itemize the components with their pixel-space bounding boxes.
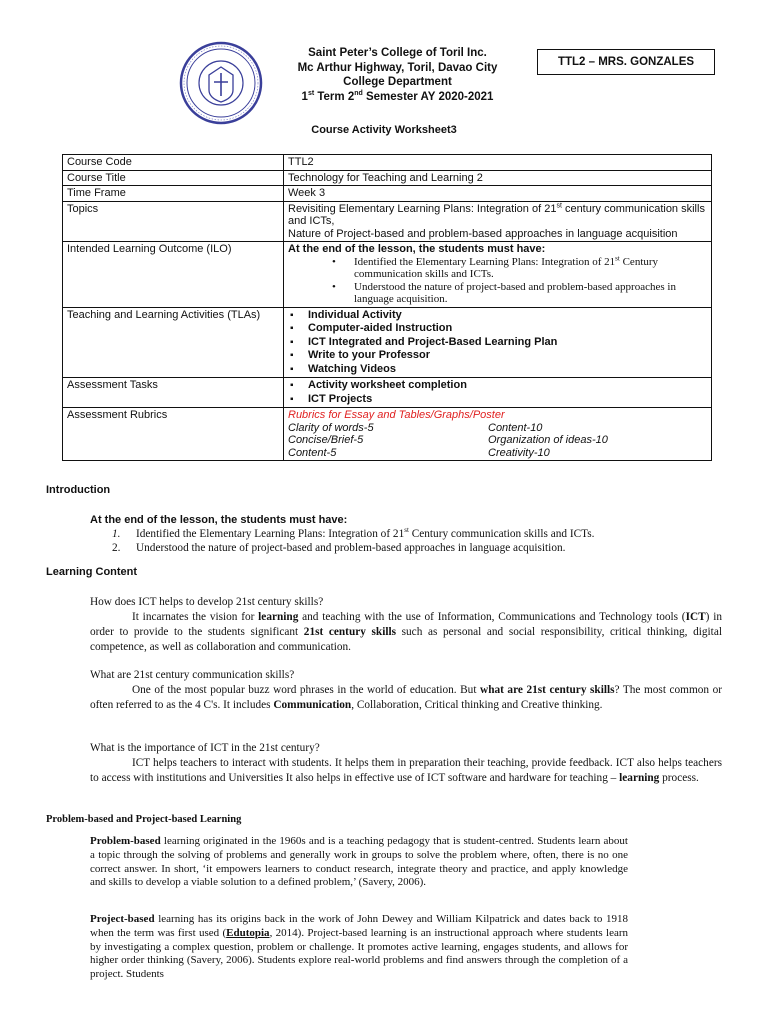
term-line: 1st Term 2nd Semester AY 2020-2021 (301, 89, 494, 103)
answer-3: ICT helps teachers to interact with students. It helps them in preparation their teaching, provide feedback. ICT also helps teachers to access with institutions and Universities It also helps in effective use of ICT software and hardware for teaching – learning process. (90, 757, 722, 784)
pbl-heading: Problem-based and Project-based Learning (46, 814, 242, 825)
list-item: ▪ Computer-aided Instruction (308, 322, 707, 336)
course-code-value: TTL2 (284, 155, 712, 171)
table-row (63, 155, 712, 171)
project-based-paragraph: Project-based learning has its origins back in the work of John Dewey and William Kilpatrick and dates back to 1918 when the term was first used (Edutopia, 2014). Project-based learning is an instructional approach where students learn by investigating a complex question, problem or challenge. It promotes active learning, engages students, and allows for higher order thinking (Savery, 2006). Students explore real-world problems and find answers through the completion of a project. Students (90, 913, 628, 981)
tlas-list (288, 309, 707, 377)
tasks-list (288, 379, 707, 406)
rubric-row: Content-5 Creativity-10 (288, 446, 550, 459)
table-row (63, 378, 712, 408)
introduction-heading: Introduction (46, 484, 111, 496)
list-item: 2. Understood the nature of project-based and problem-based approaches in language acquisition. (112, 542, 566, 554)
ilo-value (284, 242, 712, 308)
problem-based-paragraph: Problem-based learning originated in the 1960s and is a teaching pedagogy that is student-centred. Students learn about a topic through the solving of problems and generally work in groups to solve the problem where, often, there is no one correct answer. In short, ‘it empowers learners to conduct research, integrate theory and practice, and apply knowledge and skills to develop a viable solution to a defined problem,’ (Savery, 2006). (90, 835, 628, 889)
ilo-intro: At the end of the lesson, the students must have: (288, 243, 546, 255)
list-item: ▪ Watching Videos (308, 363, 707, 377)
ilo-label: Intended Learning Outcome (ILO) (63, 242, 284, 308)
question-2: What are 21st century communication skills? (90, 669, 295, 681)
school-name: Saint Peter’s College of Toril Inc. (308, 47, 487, 59)
answer-2: One of the most popular buzz word phrases in the world of education. But what are 21st century skills? The most common or often referred to as the 4 C's. It includes Communication, Collaboration, Critical thinking and Creative thinking. (90, 684, 722, 711)
tlas-value (284, 307, 712, 378)
topic-1: Revisiting Elementary Learning Plans: Integration of 21st century communication skills and ICTs, (288, 201, 705, 227)
list-item: 1. Identified the Elementary Learning Plans: Integration of 21st Century communication skills and ICTs. (112, 526, 595, 540)
assessment-rubrics-label: Assessment Rubrics (63, 408, 284, 461)
ilo-list (288, 253, 707, 306)
school-header (250, 46, 545, 104)
table-row (63, 242, 712, 308)
school-address: Mc Arthur Highway, Toril, Davao City (297, 61, 498, 74)
course-title-value: Technology for Teaching and Learning 2 (284, 170, 712, 186)
course-teacher-box: TTL2 – MRS. GONZALES (537, 49, 715, 75)
course-code-label: Course Code (63, 155, 284, 171)
time-frame-label: Time Frame (63, 186, 284, 202)
tlas-label: Teaching and Learning Activities (TLAs) (63, 307, 284, 378)
question-1: How does ICT helps to develop 21st century skills? (90, 596, 324, 608)
table-row (63, 186, 712, 202)
edutopia-link[interactable]: Edutopia (226, 926, 270, 939)
question-3: What is the importance of ICT in the 21st century? (90, 742, 320, 754)
time-frame-value: Week 3 (284, 186, 712, 202)
list-item: ▪ ICT Integrated and Project-Based Learning Plan (308, 336, 707, 350)
list-item: • Identified the Elementary Learning Plans: Integration of 21st Century communication skills and ICTs. (354, 256, 707, 281)
worksheet-title: Course Activity Worksheet3 (311, 124, 457, 136)
rubric-row: Concise/Brief-5 Organization of ideas-10 (288, 434, 608, 446)
topic-2: Nature of Project-based and problem-based approaches in language acquisition (288, 227, 678, 240)
course-title-label: Course Title (63, 170, 284, 186)
assessment-rubrics-value (284, 408, 712, 461)
answer-1: It incarnates the vision for learning and teaching with the use of Information, Communications and Technology tools (ICT) in order to provide to the students significant 21st century skills such as personal and social responsibility, critical thinking, digital competence, as well as collaboration and communication. (90, 611, 722, 653)
list-item: ▪ Write to your Professor (308, 349, 707, 363)
intro-lead: At the end of the lesson, the students must have: (90, 514, 348, 526)
learning-content-heading: Learning Content (46, 566, 138, 578)
table-row (63, 201, 712, 242)
intro-list (112, 527, 594, 555)
topics-label: Topics (63, 201, 284, 242)
rubrics-heading: Rubrics for Essay and Tables/Graphs/Poster (288, 409, 505, 421)
rubric-row: Clarity of words-5 Content-10 (288, 421, 543, 434)
list-item: ▪ ICT Projects (308, 393, 707, 407)
table-row (63, 170, 712, 186)
department: College Department (343, 76, 452, 88)
list-item: • Understood the nature of project-based and problem-based approaches in language acquisition. (354, 281, 707, 306)
table-row (63, 307, 712, 378)
topics-value (284, 201, 712, 242)
list-item: ▪ Individual Activity (308, 309, 707, 323)
table-row (63, 408, 712, 461)
assessment-tasks-value (284, 378, 712, 408)
assessment-tasks-label: Assessment Tasks (63, 378, 284, 408)
list-item: ▪ Activity worksheet completion (308, 379, 707, 393)
course-info-table (62, 154, 712, 461)
